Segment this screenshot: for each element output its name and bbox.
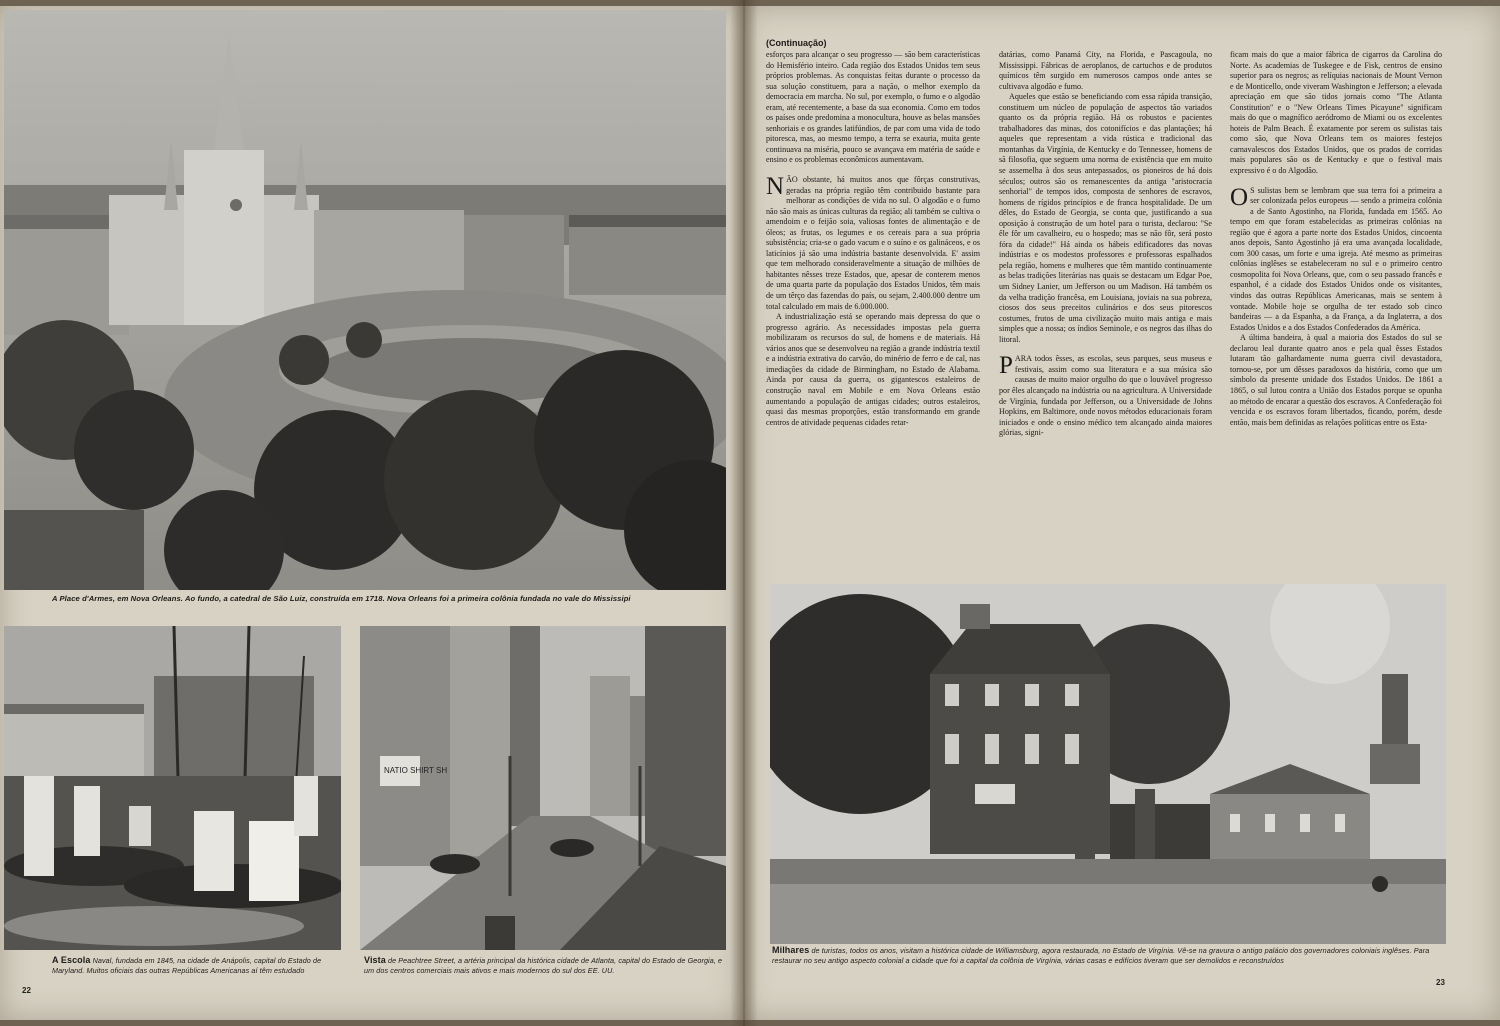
col3-paragraph-2 <box>1230 183 1442 334</box>
page-number-left: 22 <box>22 986 31 995</box>
continuation-heading: (Continuação) <box>766 38 827 48</box>
col1-paragraph-2-text: ÃO obstante, há muitos anos que fôrças construtivas, geradas na própria região têm contribuido bastante para melhorar as condições de vida no sul. O algodão e o fumo não são mais as únicas culturas da região; ali também se cultiva o amendoim e o feijão soia, valiosas fontes de alimentação e de óleos; as frutas, os legumes e os cereais para a sua própria subsistência; cria-se o gado vacum e o suíno e os galináceos, e os laticínios já são uma indústria bastante desenvolvida. E' assim que tem melhorado consideravelmente a situação de milhões de habitantes nêsses treze Estados, que, apesar de conterem menos de uma quarta parte da população dos Estados Unidos, têm mais de um têrço das fazendas do país, ou sejam, 2.400.000 dentre um total calculado em mais de 6.000.000. <box>766 175 980 311</box>
col2-paragraph-3 <box>999 354 1212 438</box>
photo-naval-school <box>4 626 341 950</box>
photo-peachtree-street <box>360 626 726 950</box>
col3-paragraph-1: ficam mais do que a maior fábrica de cigarros da Carolina do Norte. As academias de Tuskegee e de Fisk, centros de ensino superior para os negros; as relíquias nacionais de Mount Vernon e de Monticello, onde viveram Washington e Jefferson; a elevada apreciação em que são tidos jornais como "The Atlanta Constitution" e o "New Orleans Times Picayune" significam mais do que o magnífico aeródromo de Miami ou os excelentes hoteis de Palm Beach. É exatamente por serem os sulistas tais como são, que Nova Orleans tem os maiores festejos carnavalescos dos Estados Unidos, que os prados de corridas mais populares são os de Kentucky e que o festival mais expressivo é o do Algodão. <box>1230 50 1442 176</box>
col1-paragraph-1: esforços para alcançar o seu progresso — são bem características do Hemisfério inteiro. Cada região dos Estados Unidos tem seus próprios problemas. As conquistas feitas durante o processo da sua solução constituem, para a nação, o melhor exemplo da democracia em marcha. No sul, por exemplo, o fumo e o algodão eram, até recentemente, a base da sua economia. Como em todos os países onde predomina a monocultura, houve as belas mansões senhoriais e os grandes latifúndios, de par com uma vida de todo pitoresca, mas, ao mesmo tempo, a terra se exauria, muita gente continuava na miséria, pouco se avançava em matéria de saúde e ensino e os problemas econômicos aumentavam. <box>766 50 980 165</box>
col3-paragraph-3: A última bandeira, à qual a maioria dos Estados do sul se declarou leal durante quatro anos e pela qual êsses Estados lutaram tão galhardamente numa guerra civil devastadora, tornou-se, por um dêsses paradoxos da história, como que um símbolo da presente unidade dos Estados Unidos. De 1861 a 1865, o sul lutou contra a União dos Estados porque se opunha ao método de encarar a questão dos escravos. A Confederação foi vencida e os escravos foram libertados, ficando, porém, desde então, mais bem definidas as relações políticas entre os Esta- <box>1230 333 1442 427</box>
col1-paragraph-2 <box>766 175 980 312</box>
photo-williamsburg-palace <box>770 584 1446 944</box>
article-column-2 <box>999 50 1212 439</box>
dropcap-o: O <box>1230 183 1249 211</box>
col2-paragraph-3-text: ARA todos êsses, as escolas, seus parques, seus museus e festivais, assim como sua literatura e a sua música são causas de muito maior orgulho do que o louvável progresso por êles alcançado na indústria ou na agricultura. A Universidade de Virgínia, fundada por Jefferson, ou a Universidade de Johns Hopkins, em Baltimore, onde novos métodos educacionais foram iniciados e onde o ensino médico tem alcançado ainda maiores glórias, signi- <box>999 354 1212 438</box>
caption-naval-text: Naval, fundada em 1845, na cidade de Anápolis, capital do Estado de Maryland. Muitos oficiais das outras Repúblicas Americanas aí têm estudado <box>52 956 322 975</box>
storefront-sign: NATIO SHIRT SH <box>384 766 448 775</box>
page-number-right: 23 <box>1436 978 1445 987</box>
caption-peachtree-text: de Peachtree Street, a artéria principal da histórica cidade de Atlanta, capital do Estado de Georgia, e um dos centros comerciais mais ativos e mais modernos do sul dos EE. UU. <box>364 956 723 975</box>
main-photo-caption: A Place d'Armes, em Nova Orleans. Ao fundo, a catedral de São Luiz, construída em 1718. Nova Orleans foi a primeira colônia fundada no vale do Mississipi <box>52 594 631 603</box>
col1-paragraph-3: A industrialização está se operando mais depressa do que o progresso agrário. As necessidades impostas pela guerra mobilizaram os recursos do sul, de homens e de materiais. Há vários anos que se desenvolveu na região a grande indústria textil e a indústria extrativa do carvão, do minério de ferro e de cal, nas imediações da cidade de Birmingham, no Estado de Alabama. Ainda por causa da guerra, os gigantescos estaleiros de construção naval em Mobile e em Nova Orleans estão aumentando a população de antigas cidades; outros estaleiros, quasi das mesmas proporções, estão transformando em grande centros de atividade pequenas cidades retar- <box>766 312 980 427</box>
dropcap-n: N <box>766 173 785 201</box>
caption-peachtree-lead: Vista <box>364 955 386 965</box>
left-page <box>0 6 742 1020</box>
article-column-1 <box>766 50 980 428</box>
caption-williamsburg-text: de turistas, todos os anos, visitam a histórica cidade de Williamsburg, agora restaurada, no Estado de Virgínia. Vê-se na gravura o antigo palácio dos governadores coloniais inglêses. Para restaurar no seu antigo aspecto colonial a cidade que foi a capital da colônia de Virgínia, várias casas e edifícios tiveram que ser demolidos e reconstruídos <box>772 946 1430 965</box>
photo-place-darmes <box>4 10 726 590</box>
caption-williamsburg-lead: Milhares <box>772 945 810 955</box>
caption-peachtree <box>364 955 734 976</box>
caption-naval-lead: A Escola <box>52 955 91 965</box>
caption-naval-school <box>52 955 344 976</box>
caption-williamsburg <box>772 945 1448 966</box>
dropcap-p: P <box>999 352 1013 380</box>
article-column-3 <box>1230 50 1442 428</box>
col3-paragraph-2-text: S sulistas bem se lembram que sua terra foi a primeira a ser colonizada pelos europeus — sendo a primeira colônia a de Santo Agostinho, na Florida, fundada em 1565. Ao tempo em que foram estabelecidas as primeiras colônias na região que é agora a parte norte dos Estados Unidos, cincoenta anos depois, Santo Agostinho já era uma avançada localidade, com 300 casas, um forte e uma igreja. Até mesmo as primeiras colônias inglêses se estabeleceram no sul e o primeiro centro cosmopolita foi Nova Orleans, que, com o seu passado francês e espanhol, é a cidade dos Estados Unidos onde os visitantes, vindos das outras Repúblicas Americanas, mais se sentem à vontade. Mobile hoje se orgulha de ter estado sob cinco bandeiras — a da Espanha, a da França, a da Inglaterra, a dos Estados Unidos e a dos Estados Confederados da América. <box>1230 185 1442 332</box>
col2-paragraph-2: Aqueles que estão se beneficiando com essa rápida transição, constituem um núcleo de população de aspectos tão variados quanto os da própria região. Há os robustos e pacientes trabalhadores das minas, dos cotonifícios e das plantações; há aqueles que representam a vida rústica e tradicional das montanhas da Virgínia, de Kentucky e do Tennessee, homens de sã filosofia, que seguem uma norma de existência que em muito se assemelha à dos seus antepassados, os pioneiros de há dois séculos; outros são os remanescentes da antiga "aristocracia senhorial" de tempos idos, composta de senhores de escravos, homens de rígidos princípios e de franca hospitalidade. De um dêles, do Estado de Georgia, se conta que, justificando a sua oposição à construção de um hotel para o turista, declarou: "Se êle fôr um cavalheiro, eu o hospedo; mas se não fôr, será posto fóra da cidade!" Há ainda os hábeis edificadores das novas indústrias e os modestos professores e professoras espalhados pela região, homens e mulheres que têm mantido continuamente as belas tradições literárias nas quais se destacam um Edgar Poe, um Sidney Lanier, um Jefferson ou um Madison. Há também os da velha tradição francêsa, em Louisiana, joviais na sua pobreza, ciosos dos seus preceitos culinários e dos seus pitorescos costumes, frutos de uma civilização muito mais antiga e mais simples que a nossa; os índios Seminole, e os negros das ilhas do litoral. <box>999 92 1212 344</box>
col2-paragraph-1: datárias, como Panamá City, na Florida, e Pascagoula, no Mississippi. Fábricas de aeroplanos, de cartuchos e de produtos químicos têm surgido em numerosos campos onde antes se cultivava algodão e fumo. <box>999 50 1212 91</box>
